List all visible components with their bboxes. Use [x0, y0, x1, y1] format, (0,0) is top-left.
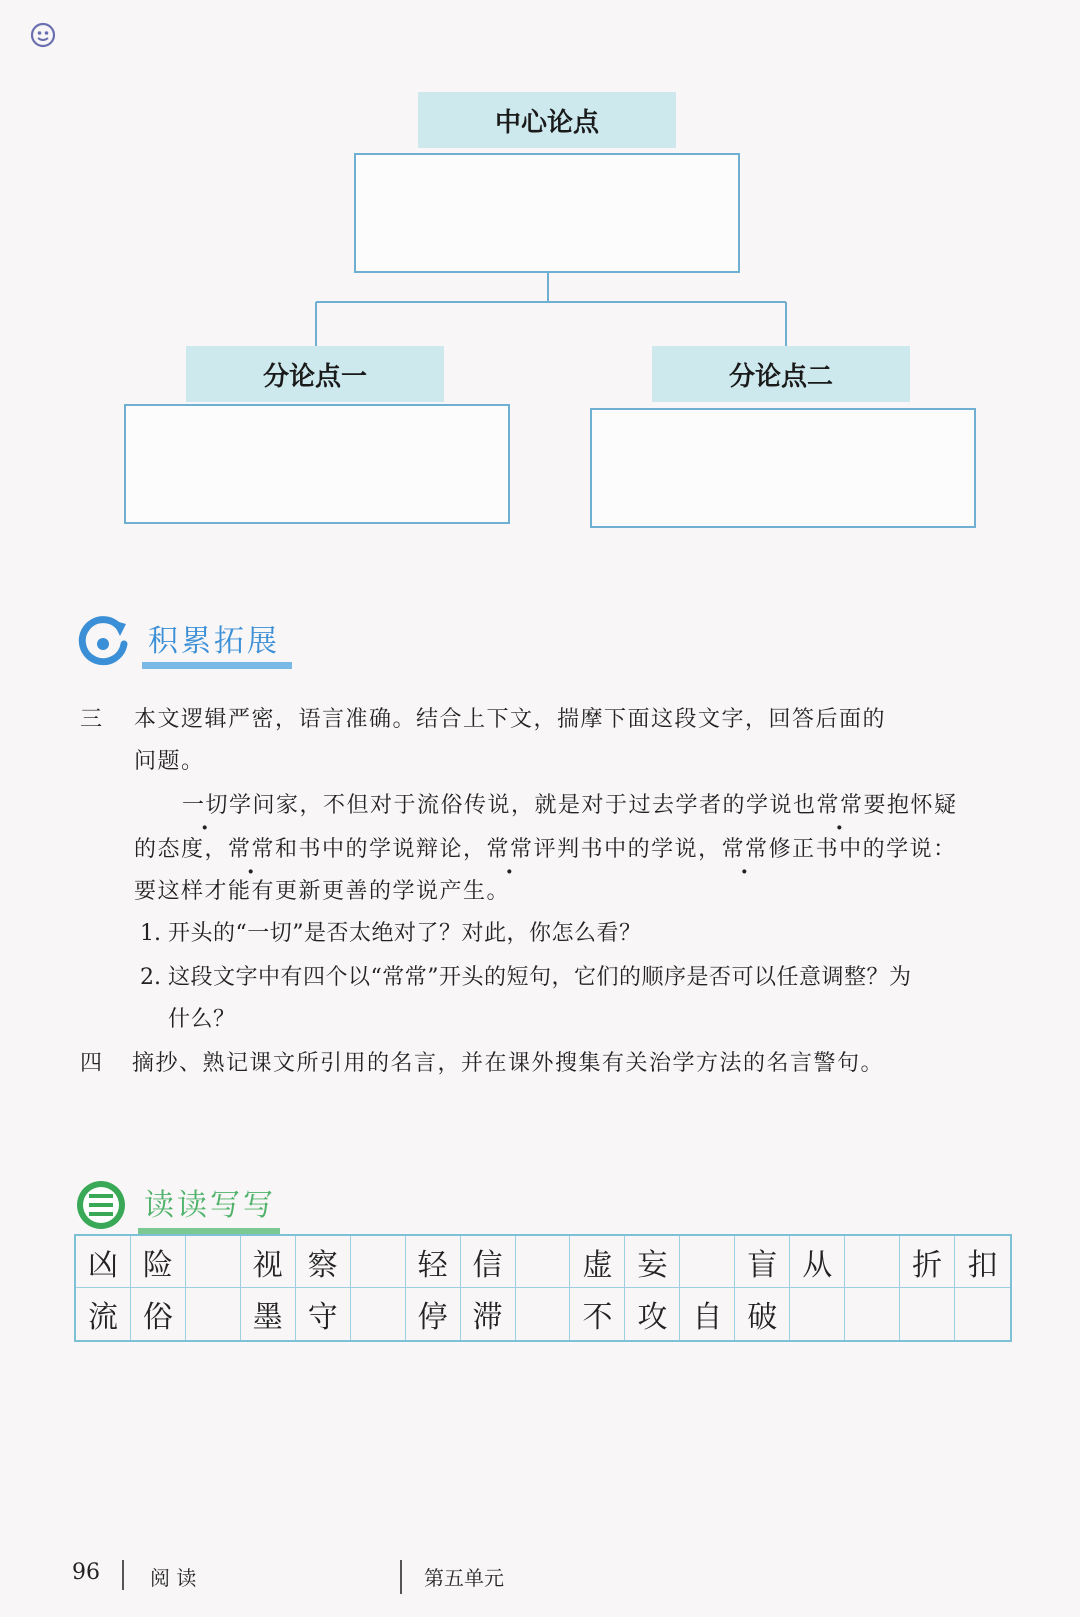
vocab-cell: 妄 [625, 1236, 680, 1288]
section-title-readwrite: 读读写写 [144, 1188, 276, 1223]
question-two-line1: 这段文字中有四个以“常常”开头的短句，它们的顺序是否可以任意调整？为 [168, 965, 912, 990]
vocab-cell [900, 1288, 955, 1340]
sub-thesis-one-label: 分论点一 [186, 346, 444, 402]
vocab-cell [790, 1288, 845, 1340]
exercise-four-marker: 四 [80, 1051, 103, 1076]
vocab-cell [516, 1236, 571, 1288]
vocab-cell [680, 1236, 735, 1288]
vocab-cell: 不 [570, 1288, 625, 1340]
vocab-cell: 盲 [735, 1236, 790, 1288]
question-one-number: 1. [140, 921, 161, 946]
vocab-cell: 滞 [461, 1288, 516, 1340]
vocab-cell [186, 1236, 241, 1288]
sub-thesis-two-label: 分论点二 [652, 346, 910, 402]
list-lines-icon [74, 1178, 128, 1232]
emphasized-word: 常常 [816, 793, 864, 818]
exercise-three-marker: 三 [80, 707, 103, 732]
refresh-arrow-icon [76, 614, 132, 670]
quote-line-2: 的态度，常常和书中的学说辩论，常常评判书中的学说，常常修正书中的学说： [134, 830, 957, 870]
footer-divider [122, 1560, 124, 1590]
section-title-accumulate: 积累拓展 [148, 624, 280, 659]
smiley-face-icon [30, 22, 56, 48]
vocab-cell: 信 [461, 1236, 516, 1288]
section-underline [142, 662, 292, 669]
vocab-cell: 折 [900, 1236, 955, 1288]
central-thesis-box[interactable] [354, 153, 740, 273]
vocab-cell: 虚 [570, 1236, 625, 1288]
vocab-cell: 攻 [625, 1288, 680, 1340]
emphasized-word: 常常 [486, 837, 534, 862]
vocab-cell [845, 1236, 900, 1288]
exercise-three-prompt-line2: 问题。 [134, 749, 205, 774]
vocab-cell [186, 1288, 241, 1340]
vocab-cell [955, 1288, 1010, 1340]
vocab-cell: 破 [735, 1288, 790, 1340]
vocab-cell: 墨 [241, 1288, 296, 1340]
exercise-three-prompt-line1: 本文逻辑严密，语言准确。结合上下文，揣摩下面这段文字，回答后面的 [134, 707, 887, 732]
vocab-cell: 自 [680, 1288, 735, 1340]
vocab-cell [845, 1288, 900, 1340]
vocab-cell: 停 [406, 1288, 461, 1340]
vocab-cell [351, 1236, 406, 1288]
page-number: 96 [72, 1560, 100, 1585]
emphasized-word: 常常 [721, 837, 769, 862]
question-two-number: 2. [140, 965, 161, 990]
sub-thesis-two-box[interactable] [590, 408, 976, 528]
vocab-cell: 察 [296, 1236, 351, 1288]
emphasized-word: 常常 [228, 837, 276, 862]
sub-thesis-one-box[interactable] [124, 404, 510, 524]
central-thesis-label: 中心论点 [418, 92, 676, 148]
emphasized-word: 一切 [182, 793, 230, 818]
vocab-cell: 凶 [76, 1236, 131, 1288]
vocabulary-grid [74, 1234, 1012, 1342]
vocab-cell: 守 [296, 1288, 351, 1340]
exercise-four-text: 摘抄、熟记课文所引用的名言，并在课外搜集有关治学方法的名言警句。 [132, 1051, 885, 1076]
question-one-text: 开头的“一切”是否太绝对了？对此，你怎么看？ [168, 921, 642, 946]
quote-line-3: 要这样才能有更新更善的学说产生。 [134, 879, 511, 904]
footer-unit-label: 第五单元 [424, 1566, 504, 1590]
quote-line-1: 一切学问家，不但对于流俗传说，就是对于过去学者的学说也常常要抱怀疑 [182, 786, 958, 826]
vocab-cell: 视 [241, 1236, 296, 1288]
vocab-cell [516, 1288, 571, 1340]
vocab-cell: 轻 [406, 1236, 461, 1288]
vocab-cell: 俗 [131, 1288, 186, 1340]
question-two-line2: 什么？ [168, 1007, 236, 1032]
vocab-cell: 扣 [955, 1236, 1010, 1288]
vocab-cell: 流 [76, 1288, 131, 1340]
footer-section-label: 阅 读 [150, 1566, 197, 1590]
footer-divider [400, 1560, 402, 1594]
vocab-cell: 从 [790, 1236, 845, 1288]
vocab-cell [351, 1288, 406, 1340]
section-header-accumulate [76, 612, 296, 682]
vocab-cell: 险 [131, 1236, 186, 1288]
